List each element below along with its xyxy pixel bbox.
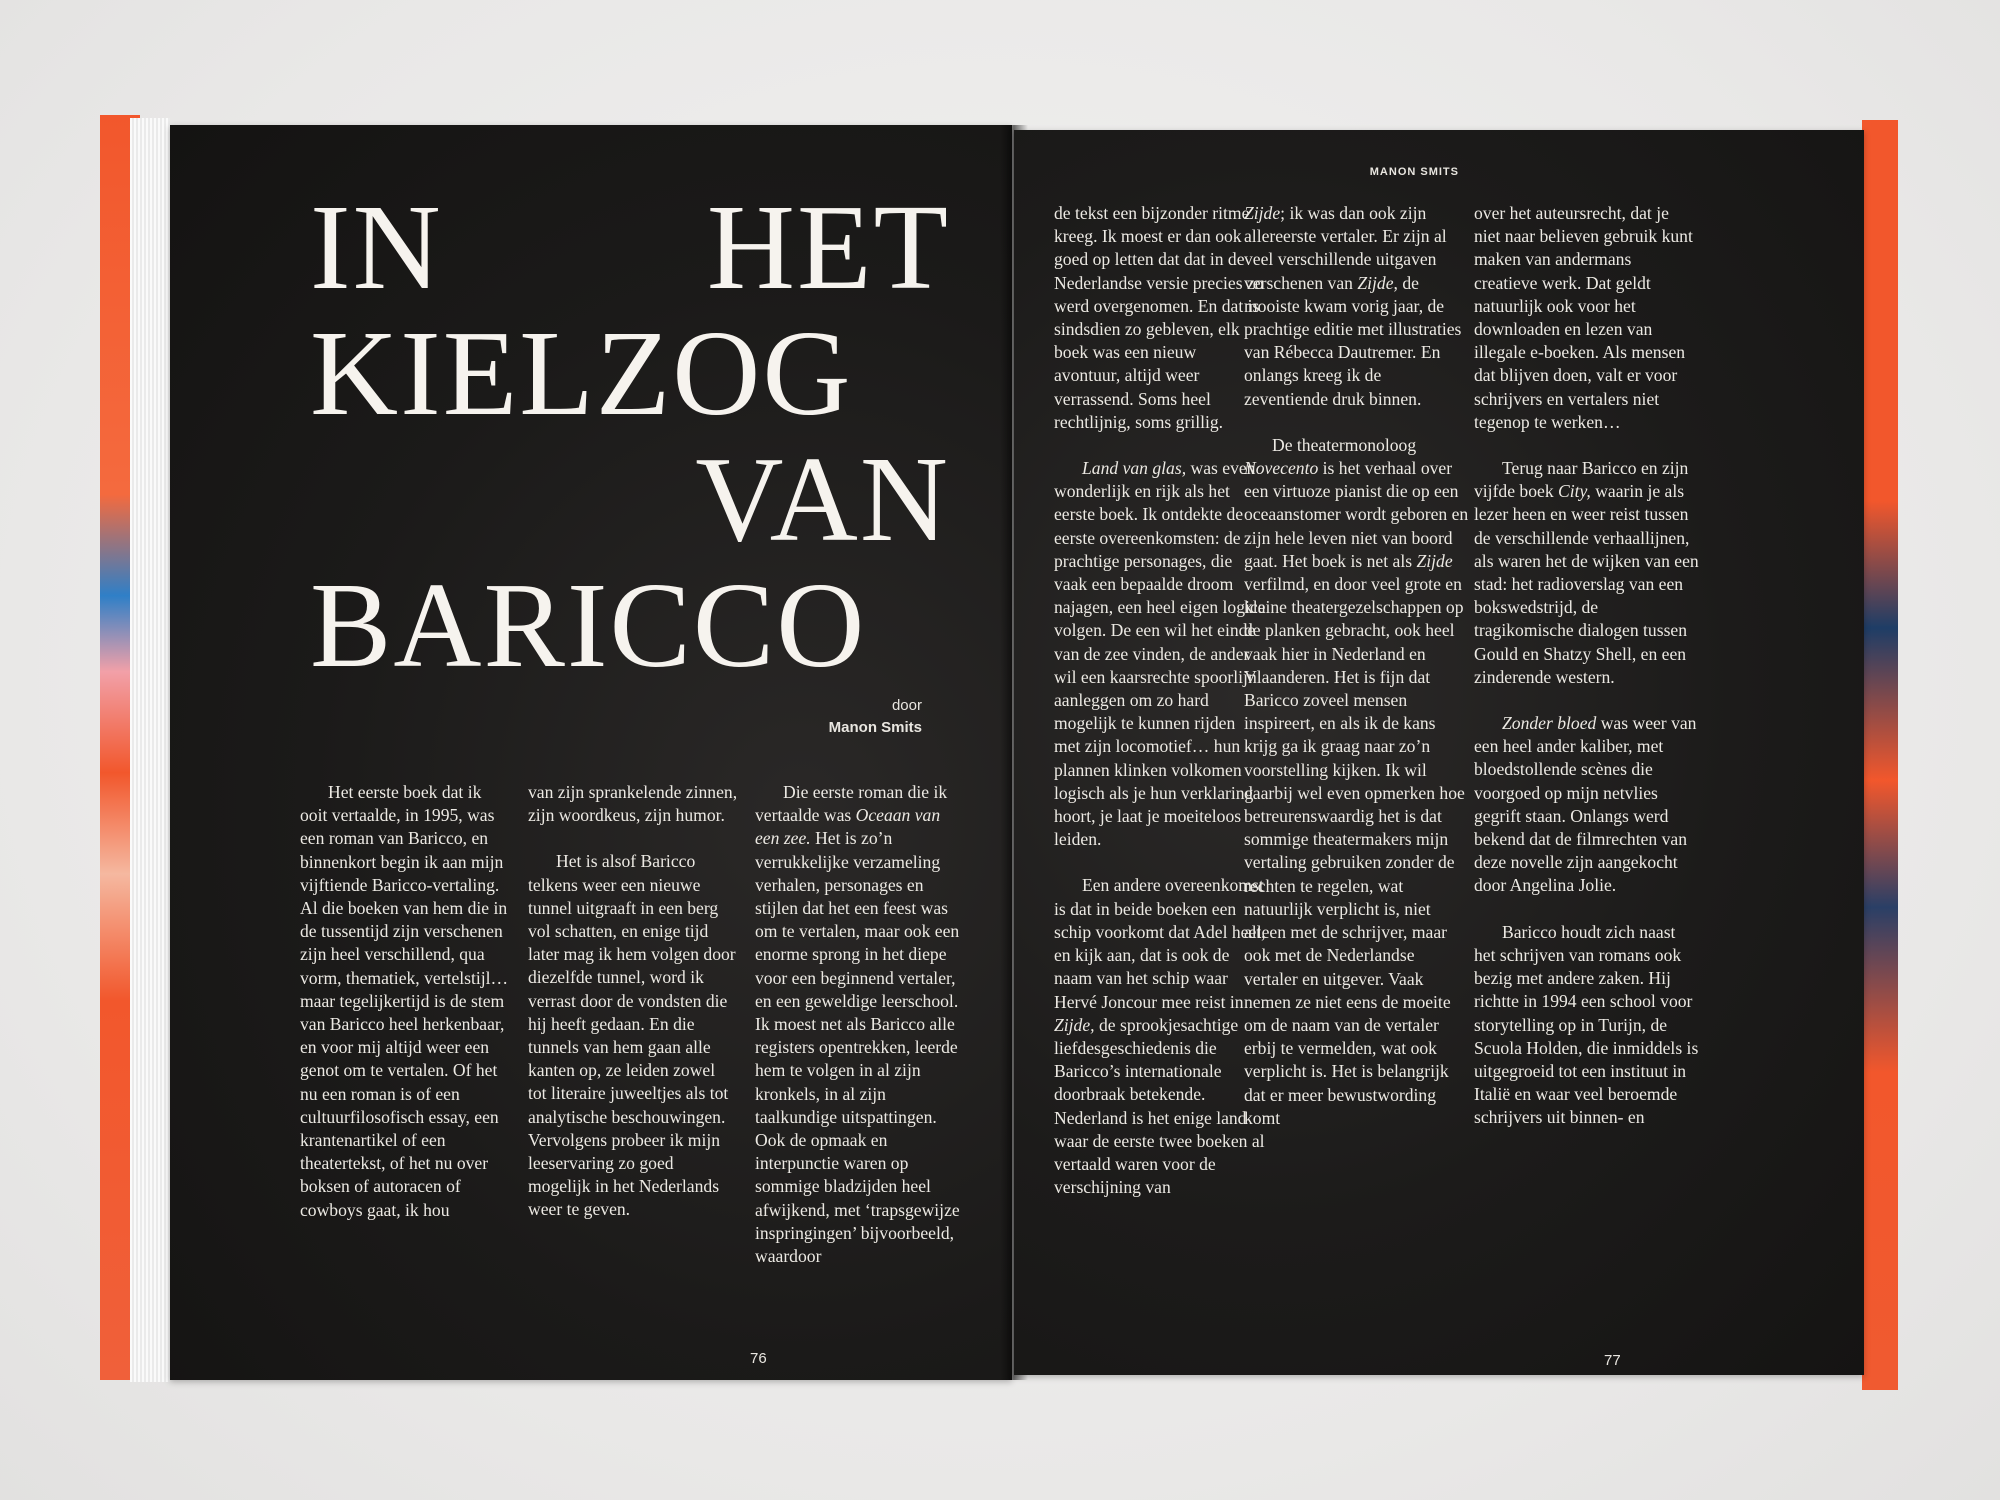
paragraph (755, 781, 965, 1268)
title-line-1 (310, 180, 950, 315)
paragraph: van zijn sprankelende zinnen, zijn woordkeus, zijn humor. (528, 782, 738, 826)
page-number: 77 (1604, 1352, 1621, 1369)
book-title: Zijde (1357, 272, 1394, 293)
book-title: Novecento (1244, 458, 1319, 479)
text-span: de sprookjesachtige liefdesgeschiedenis die Baricco’s internationale doorbraak betekende. Nederland is het enige land waar de eerste twee boeken al vertaald waren voor de verschijning van (1054, 1014, 1265, 1198)
page-number: 76 (750, 1350, 767, 1367)
text-column-3 (755, 781, 965, 1268)
byline (829, 695, 922, 739)
text-span: De theatermonoloog (1272, 434, 1417, 455)
book-title: Zijde (1244, 203, 1281, 223)
title-line-4: BARICCO (310, 558, 867, 693)
paragraph (1054, 874, 1266, 1199)
left-page (170, 125, 1012, 1380)
paragraph (1244, 434, 1469, 1130)
paragraph (1474, 712, 1699, 898)
running-head: MANON SMITS (1369, 166, 1459, 178)
text-span: Het is zo’n verrukkelijke verzameling verhalen, personages en stijlen dat het een feest was om te vertalen, maar ook een enorme sprong in het diepe voor een beginnend vertaler, en een geweldige leerschool. Ik moest net als Baricco alle registers opentrekken, leerde hem te volgen in al zijn kronkels, in al zijn taalkundige uitspattingen. Ook de opmaak en interpunctie waren op sommige bladzijden heel afwijkend, met ‘trapsgewijze inspringingen’ bijvoorbeeld, waardoor (755, 828, 960, 1267)
paragraph (1054, 457, 1266, 851)
text-span: Een andere overeenkomst is dat in beide boeken een schip voorkomt dat Adel heet, en kijk aan, dat is ook de naam van het schip waar Hervé Joncour mee reist in (1054, 875, 1266, 1012)
book-title: City, (1558, 481, 1591, 502)
text-span: , de mooiste kwam vorig jaar, de prachtige editie met illustraties van Rébecca Dautremer. En onlangs kreeg ik de zeventiende druk binnen. (1244, 272, 1462, 409)
text-column-1 (300, 781, 510, 1222)
title-line-2: KIELZOG (310, 306, 853, 441)
title-word-het: HET (706, 180, 950, 315)
book-title: Zonder bloed (1502, 713, 1597, 734)
text-span: ; ik was dan ook zijn allereerste vertaler. Er zijn al veel verschillende uitgaven verschenen van (1244, 203, 1447, 293)
text-column-2 (528, 781, 738, 1222)
text-span: Die eerste roman die ik vertaalde was (755, 782, 948, 826)
title-line-3: VAN (695, 432, 950, 567)
byline-author: Manon Smits (828, 719, 922, 736)
book-title: Zijde (1416, 550, 1453, 571)
paragraph (1474, 457, 1699, 689)
text-span: was even wonderlijk en rijk als het eerste boek. Ik ontdekte de eerste overeenkomsten: de prachtige personages, die vaak een bepaalde droom najagen, een heel eigen logica volgen. De een wil het einde van de zee vinden, de ander wil een kaarsrechte spoorlijn aanleggen om zo hard mogelijk te kunnen rijden met zijn locomotief… hun plannen klinken volkomen logisch als je hun verklaring hoort, je laat je moeiteloos leiden. (1054, 458, 1266, 850)
text-column-5 (1244, 202, 1469, 1130)
paragraph: de tekst een bijzonder ritme kreeg. Ik moest er dan ook goed op letten dat dat in de Nederlandse versie precies zo werd overgenomen. En dat is sindsdien zo gebleven, elk boek was een nieuw avontuur, altijd weer verrassend. Soms heel rechtlijnig, soms grillig. (1054, 203, 1264, 432)
text-span: was weer van een heel ander kaliber, met bloedstollende scènes die voorgoed op mijn netvlies gegrift staan. Onlangs werd bekend dat de filmrechten van deze novelle zijn aangekocht door Angelina Jolie. (1474, 713, 1697, 896)
book-title: Oceaan van een zee. (755, 805, 941, 849)
text-column-6 (1474, 202, 1699, 1130)
book-title: Zijde, (1054, 1014, 1095, 1035)
title-word-in: IN (310, 180, 443, 315)
text-span: waarin je als lezer heen en weer reist tussen de verschillende verhaallijnen, als waren het de wijken van een stad: het radioverslag van een bokswedstrijd, de tragikomische dialogen tussen Gould en Shatzy Shell, en een zinderende western. (1474, 481, 1699, 687)
text-span: is het verhaal over een virtuoze pianist die op een oceaanstomer wordt geboren en zijn hele leven niet van boord gaat. Het boek is net als (1244, 458, 1469, 571)
text-span: Terug naar Baricco en zijn vijfde boek (1474, 458, 1689, 502)
page-edges (130, 118, 170, 1382)
paragraph: Het is alsof Baricco telkens weer een nieuwe tunnel uitgraaft in een berg vol schatten, en enige tijd later mag ik hem volgen door diezelfde tunnel, word ik verrast door de vondsten die hij heeft gedaan. En die tunnels van hem gaan alle kanten op, ze leiden zowel tot literaire juweeltjes als tot analytische beschouwingen. Vervolgens probeer ik mijn leeservaring zo goed mogelijk in het Nederlands weer te geven. (528, 851, 736, 1220)
paragraph: over het auteursrecht, dat je niet naar believen gebruik kunt maken van andermans creatieve werk. Dat geldt natuurlijk ook voor het downloaden en lezen van illegale e-boeken. Als mensen dat blijven doen, valt er voor schrijvers en vertalers niet tegenop te werken… (1474, 203, 1693, 432)
text-span: verfilmd, en door veel grote en kleine theatergezelschappen op de planken gebracht, ook heel vaak hier in Nederland en Vlaanderen. Het is fijn dat Baricco zoveel mensen inspireert, en als ik de kans krijg ga ik graag naar zo’n voorstelling kijken. Ik wil daarbij wel even opmerken hoe betreurenswaardig het is dat sommige theatermakers mijn vertaling gebruiken zonder de rechten te regelen, wat natuurlijk verplicht is, niet alleen met de schrijver, maar ook met de Nederlandse vertaler en uitgever. Vaak nemen ze niet eens de moeite om de naam van de vertaler erbij te vermelden, wat ook verplicht is. Het is belangrijk dat er meer bewustwording komt (1244, 574, 1465, 1128)
paragraph: Baricco houdt zich naast het schrijven van romans ook bezig met andere zaken. Hij richtte in 1994 een school voor storytelling op in Turijn, de Scuola Holden, die inmiddels is uitgegroeid tot een instituut in Italië en waar veel beroemde schrijvers uit binnen- en (1474, 921, 1699, 1128)
paragraph (1244, 202, 1469, 411)
cover-edge-right (1862, 120, 1898, 1390)
right-page (1014, 130, 1864, 1375)
byline-label: door (891, 697, 922, 714)
book-title: Land van glas, (1082, 458, 1187, 479)
paragraph: Het eerste boek dat ik ooit vertaalde, in 1995, was een roman van Baricco, en binnenkort begin ik aan mijn vijftiende Baricco-vertaling. Al die boeken van hem die in de tussentijd zijn verschenen zijn heel verschillend, qua vorm, thematiek, vertelstijl… maar tegelijkertijd is de stem van Baricco heel herkenbaar, en voor mij altijd weer een genot om te vertalen. Of het nu een roman is of een cultuurfilosofisch essay, een krantenartikel of een theatertekst, of het nu over boksen of autoracen of cowboys gaat, ik hou (300, 782, 509, 1220)
article-title (310, 180, 950, 693)
text-column-4 (1054, 202, 1266, 1199)
